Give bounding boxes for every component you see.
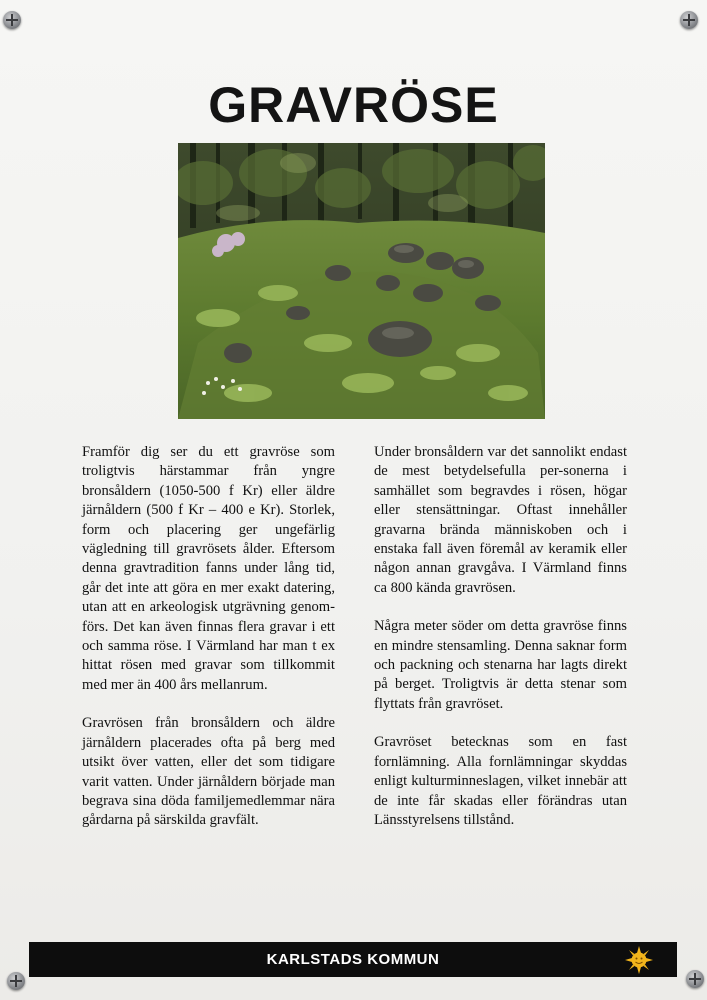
footer-label: KARLSTADS KOMMUN xyxy=(266,951,440,968)
paragraph: Gravrösen från bronsåldern och äldre järnåldern placerades ofta på berg med utsikt över vatten, eller det som tidigare varit vatten. Under järnåldern började man begrava sina döda familjemedlemmar nära gårdarna på särskilda gravfält. xyxy=(82,715,335,829)
text-column-right xyxy=(374,443,627,849)
paragraph: Gravröset betecknas som en fast fornlämning. Alla fornlämningar skyddas enligt kulturminneslagen, vilket innebär att de inte får skadas eller förändras utan Länsstyrelsens tillstånd. xyxy=(374,734,627,828)
screw-icon xyxy=(680,11,698,29)
sign-title: GRAVRÖSE xyxy=(208,77,499,133)
paragraph: Framför dig ser du ett gravröse som troligtvis härstammar från yngre bronsåldern (1050-500 f Kr) eller äldre järnåldern (500 f Kr – 400 e Kr). Storlek, form och placering ger ungefärlig vägledning till gravrösets ålder. Eftersom denna gravtradition fanns under lång tid, går det inte att göra en mer exakt datering, utan att en arkeologisk utgrävning genom-förs. Det kan även finnas flera gravar i ett och samma röse. I Värmland har man t ex hittat rösen med gravar som tillkommit med mer än 400 års mellanrum. xyxy=(82,444,335,693)
paragraph: Några meter söder om detta gravröse finns en mindre stensamling. Denna saknar form och packning och stenarna har lagts direkt på berget. Troligtvis är detta stenar som flyttats från gravröset. xyxy=(374,618,627,712)
screw-icon xyxy=(3,11,21,29)
text-column-left xyxy=(82,443,335,850)
screw-icon xyxy=(7,972,25,990)
sun-face-logo-icon xyxy=(624,945,654,975)
screw-icon xyxy=(686,970,704,988)
footer-bar xyxy=(29,942,677,977)
burial-cairn-forest-photo xyxy=(178,143,545,419)
paragraph: Under bronsåldern var det sannolikt endast de mest betydelsefulla per-sonerna i samhället som begravdes i rösen, högar eller stensättningar. Oftast innehåller gravarna brända människoben och i enstaka fall även föremål av keramik eller någon annan gravgåva. I Värmland finns ca 800 kända gravrösen. xyxy=(374,444,627,596)
cairn-photo xyxy=(178,143,545,419)
